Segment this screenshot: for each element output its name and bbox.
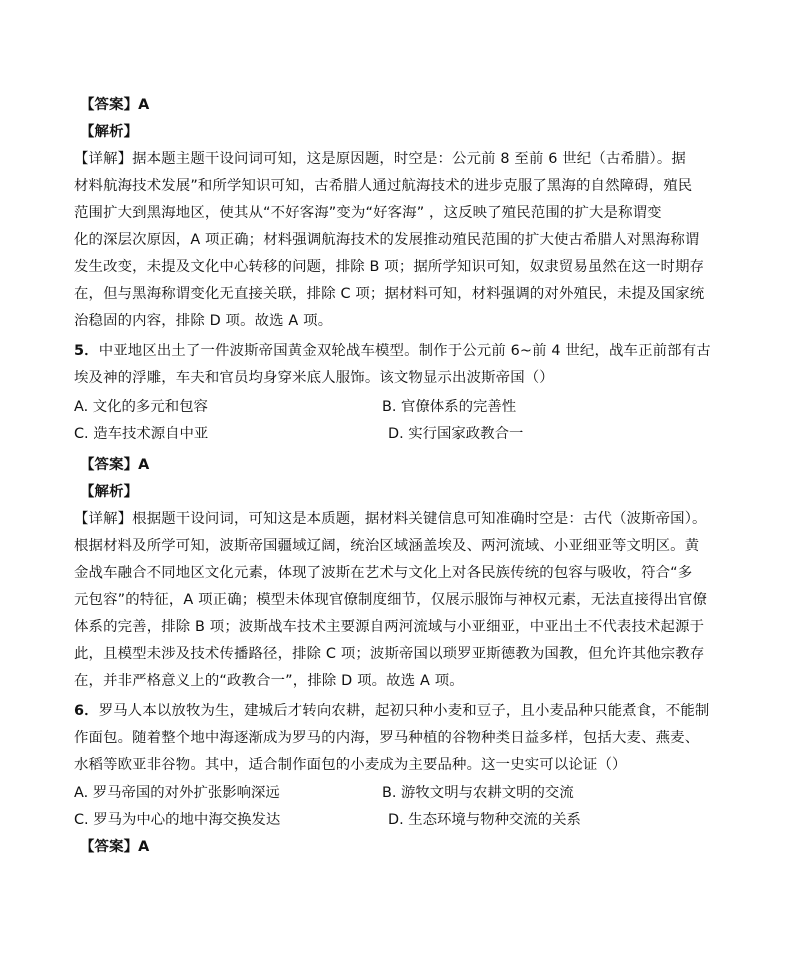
- q6-option-c: C. 罗马为中心的地中海交换发达: [74, 812, 281, 828]
- q6-number: 6．: [74, 703, 99, 719]
- q6-option-a: A. 罗马帝国的对外扩张影响深远: [74, 785, 280, 801]
- q4-analysis-label: 【解析】: [80, 124, 139, 140]
- q4-detail-line: 在，但与黑海称谓变化无直接关联，排除 C 项；据材料可知，材料强调的对外殖民，未提及国家统: [74, 286, 705, 302]
- q5-detail-line: 此，且模型未涉及技术传播路径，排除 C 项；波斯帝国以琐罗亚斯德教为国教，但允许其他宗教存: [74, 646, 705, 662]
- q5-detail-line: 在，并非严格意义上的“政教合一”，排除 D 项。故选 A 项。: [74, 673, 464, 689]
- q5-answer: 【答案】A: [80, 457, 150, 473]
- q6-answer: 【答案】A: [80, 839, 150, 855]
- q5-option-d: D. 实行国家政教合一: [388, 426, 524, 442]
- q5-stem-line: 埃及神的浮雕，车夫和官员均身穿米底人服饰。该文物显示出波斯帝国（）: [74, 370, 554, 386]
- q6-stem: [74, 701, 709, 721]
- q6-stem-line: 作面包。随着整个地中海逐渐成为罗马的内海，罗马种植的谷物种类日益多样，包括大麦、燕麦、: [74, 730, 700, 746]
- q5-analysis-label: 【解析】: [80, 484, 139, 500]
- q5-detail-line: 元包容”的特征，A 项正确；模型未体现官僚制度细节，仅展示服饰与神权元素，无法直接得出官僚: [74, 592, 708, 608]
- q5-number: 5．: [74, 343, 99, 359]
- q5-detail-line: 【详解】根据题干设问词，可知这是本质题，据材料关键信息可知准确时空是：古代（波斯帝国）。: [74, 511, 707, 527]
- q4-detail-line: 治稳固的内容，排除 D 项。故选 A 项。: [74, 313, 333, 329]
- q6-stem-line: 水稻等欧亚非谷物。其中，适合制作面包的小麦成为主要品种。这一史实可以论证（）: [74, 757, 627, 773]
- q6-option-b: B. 游牧文明与农耕文明的交流: [382, 785, 574, 801]
- q4-detail-line: 化的深层次原因，A 项正确；材料强调航海技术的发展推动殖民范围的扩大使古希腊人对黑海称谓: [74, 232, 700, 248]
- q5-option-b: B. 官僚体系的完善性: [382, 399, 517, 415]
- q6-stem-line: 罗马人本以放牧为生，建城后才转向农耕，起初只种小麦和豆子，且小麦品种只能煮食，不能制: [98, 703, 710, 719]
- q5-option-a: A. 文化的多元和包容: [74, 399, 208, 415]
- q5-detail-line: 根据材料及所学可知，波斯帝国疆域辽阔，统治区域涵盖埃及、两河流域、小亚细亚等文明区。黄: [74, 538, 700, 554]
- q4-detail-line: 材料航海技术发展”和所学知识可知，古希腊人通过航海技术的进步克服了黑海的自然障碍，殖民: [74, 178, 693, 194]
- q4-answer: 【答案】A: [80, 97, 150, 113]
- q6-option-d: D. 生态环境与物种交流的关系: [388, 812, 581, 828]
- q4-detail-line: 范围扩大到黑海地区，使其从“不好客海”变为“好客海” ，这反映了殖民范围的扩大是称谓变: [74, 205, 662, 221]
- q5-option-c: C. 造车技术源自中亚: [74, 426, 209, 442]
- q5-detail-line: 体系的完善，排除 B 项；波斯战车技术主要源自两河流域与小亚细亚，中亚出土不代表技术起源于: [74, 619, 705, 635]
- q5-detail-line: 金战车融合不同地区文化元素，体现了波斯在艺术与文化上对各民族传统的包容与吸收，符合“多: [74, 565, 693, 581]
- q4-detail-line: 发生改变，未提及文化中心转移的问题，排除 B 项；据所学知识可知，奴隶贸易虽然在这一时期存: [74, 259, 705, 275]
- q5-stem-line: 中亚地区出土了一件波斯帝国黄金双轮战车模型。制作于公元前 6~前 4 世纪，战车正前部有古: [98, 343, 711, 359]
- q4-detail-line: 【详解】据本题主题干设问词可知，这是原因题，时空是：公元前 8 至前 6 世纪（古希腊）。据: [74, 151, 686, 167]
- q5-stem: [74, 341, 711, 361]
